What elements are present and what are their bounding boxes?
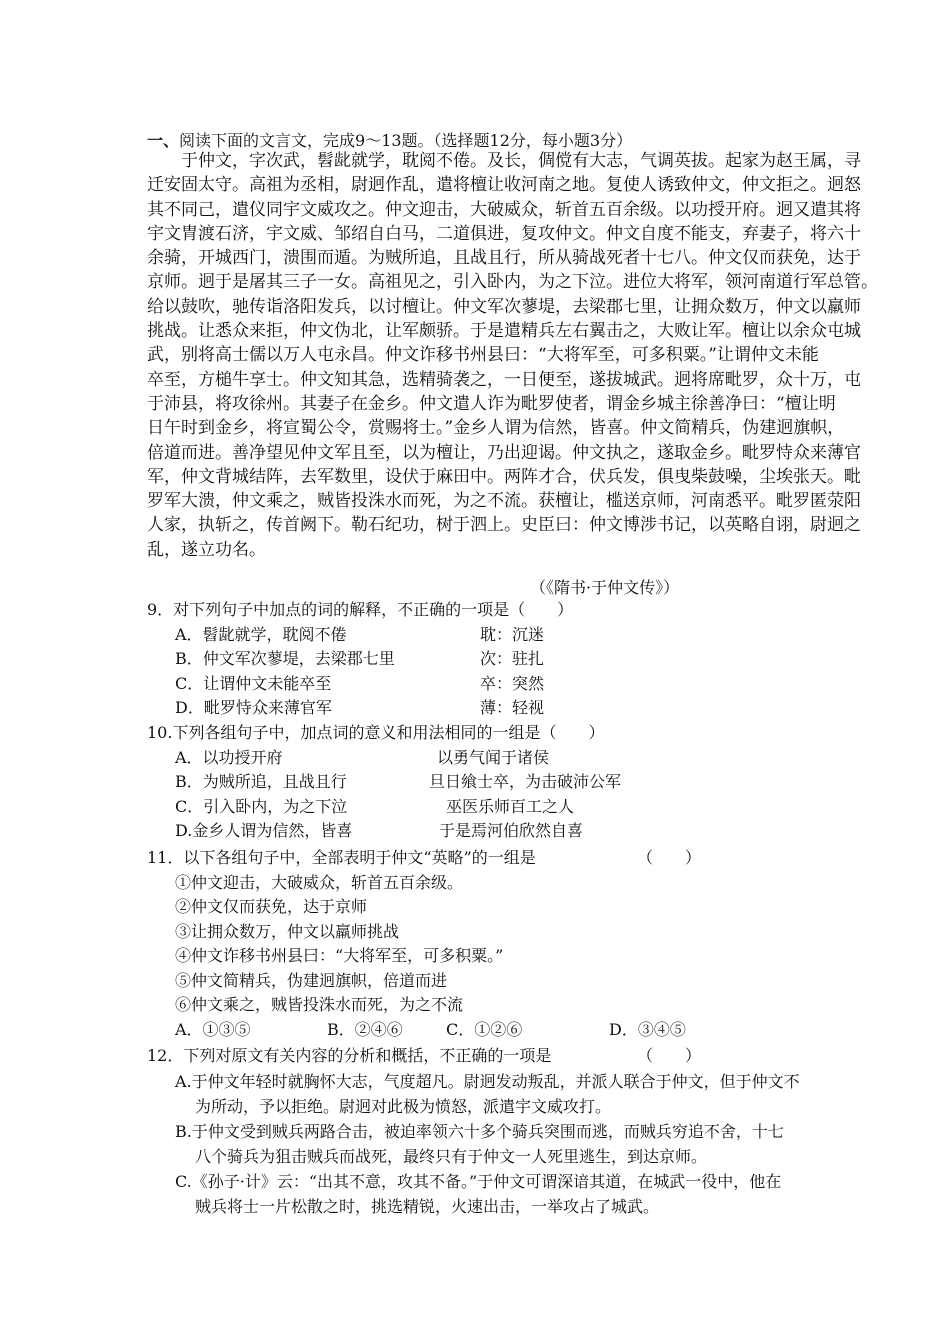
- choice-d: D．③④⑤: [609, 1019, 686, 1039]
- passage-line: 日午时到金乡，将宣蜀公令，赏赐将士。”金乡人谓为信然，皆喜。仲文简精兵，伪建迥旗帜，: [147, 418, 845, 439]
- list-item: ②仲文仅而获免，达于京师: [175, 897, 368, 916]
- question-9: [147, 598, 811, 721]
- question-stem: 9．对下列句子中加点的词的解释，不正确的一项是（ ）: [147, 600, 574, 619]
- choice-a: A．①③⑤: [175, 1019, 251, 1039]
- option-c: C.《孙子·计》云：“出其不意，攻其不备。”于仲文可谓深谙其道，在城武一役中，他在 贼兵将士一片松散之时，挑选精锐，火速出击，一举攻占了城武。: [175, 1171, 782, 1216]
- passage-line: 乱，遂立功名。: [147, 539, 266, 560]
- list-item: ④仲文诈移书州县曰：“大将军至，可多积粟。”: [175, 946, 504, 965]
- passage-line: 倍道而进。善净望见仲文军且至，以为檀让，乃出迎谒。仲文执之，遂取金乡。毗罗恃众来薄官: [147, 442, 861, 463]
- passage-line: 罗军大溃，仲文乘之，贼皆投洙水而死，为之不流。获檀让，槛送京师，河南悉平。毗罗匿荥阳: [147, 491, 861, 512]
- passage-line: 卒至，方槌牛享士。仲文知其急，选精骑袭之，一日便至，遂拔城武。迥将席毗罗，众十万，屯: [147, 369, 861, 390]
- section-instructions: 阅读下面的文言文，完成9～13题。（选择题12分，每小题3分）: [179, 131, 633, 150]
- classical-passage: [147, 149, 878, 562]
- choice-c: C．①②⑥: [446, 1019, 523, 1039]
- question-10: [147, 721, 811, 844]
- option-b: B.于仲文受到贼兵两路合击，被迫率领六十多个骑兵突围而逃，而贼兵穷追不舍，十七 八个骑兵为狙击贼兵而战死，最终只有于仲文一人死里逃生，到达京师。: [175, 1121, 784, 1166]
- question-stem: 10.下列各组句子中，加点词的意义和用法相同的一组是（ ）: [147, 723, 605, 742]
- passage-line: 京师。迥于是屠其三子一女。高祖见之，引入卧内，为之下泣。进位大将军，领河南道行军总管。: [147, 272, 878, 293]
- passage-line: 于仲文，字次武，髫龀就学，耽阅不倦。及长，倜傥有大志，气调英拔。起家为赵王属，寻: [181, 151, 861, 171]
- list-item: ⑥仲文乘之，贼皆投洙水而死，为之不流: [175, 995, 464, 1014]
- option-d: D.金乡人谓为信然，皆喜 于是焉河伯欣然自喜: [175, 821, 584, 840]
- list-item: ①仲文迎击，大破威众，斩首五百余级。: [175, 872, 464, 892]
- passage-line: 迁安固太守。高祖为丞相，尉迥作乱，遣将檀让收河南之地。复使人诱致仲文，仲文拒之。迥怒: [147, 175, 861, 196]
- option-a: A．以功授开府 以勇气闻于诸侯: [175, 747, 550, 767]
- section-number: 一、: [147, 131, 180, 150]
- question-stem: 12．下列对原文有关内容的分析和概括，不正确的一项是 （ ）: [147, 1046, 702, 1065]
- passage-line: 宇文胄渡石济，宇文威、邹绍自白马，二道俱进，复攻仲文。仲文自度不能支，弃妻子，将六十: [147, 223, 861, 244]
- passage-line: 武，别将高士儒以万人屯永昌。仲文诈移书州县曰：“大将军至，可多积粟。”让谓仲文未能: [147, 345, 819, 366]
- passage-line: 军，仲文背城结阵，去军数里，设伏于麻田中。两阵才合，伏兵发，俱曳柴鼓噪，尘埃张天。毗: [147, 466, 861, 487]
- option-c: C．让谓仲文未能卒至 卒：突然: [175, 673, 545, 693]
- passage-line: 其不同己，遣仪同宇文威攻之。仲文迎击，大破威众，斩首五百余级。以功授开府。迥又遣其将: [147, 199, 861, 220]
- option-b: B．为贼所追，且战且行 旦日飨士卒，为击破沛公军: [175, 772, 622, 791]
- passage-line: 于沛县，将攻徐州。其妻子在金乡。仲文遣人诈为毗罗使者，谓金乡城主徐善净曰：“檀让明: [147, 393, 836, 414]
- question-11: [147, 846, 811, 1042]
- list-item: ⑤仲文简精兵，伪建迥旗帜，倍道而进: [175, 970, 448, 990]
- answer-choices: [147, 1018, 811, 1043]
- passage-line: 挑战。让悉众来拒，仲文伪北，让军颇骄。于是遣精兵左右翼击之，大败让军。檀让以余众屯城: [147, 321, 861, 342]
- section-heading: [147, 128, 632, 151]
- option-b: B．仲文军次蓼堤，去梁郡七里 次：驻扎: [175, 649, 545, 668]
- passage-line: 给以鼓吹，驰传诣洛阳发兵，以讨檀让。仲文军次蓼堤，去梁郡七里，让拥众数万，仲文以羸师: [147, 296, 861, 317]
- option-d: D．毗罗恃众来薄官军 薄：轻视: [175, 698, 545, 717]
- choice-b: B．②④⑥: [327, 1019, 403, 1039]
- option-a: A.于仲文年轻时就胸怀大志，气度超凡。尉迥发动叛乱，并派人联合于仲文，但于仲文不 为所动，予以拒绝。尉迥对此极为愤怒，派遣宇文威攻打。: [175, 1071, 800, 1116]
- question-stem: 11．以下各组句子中，全部表明于仲文“英略”的一组是 （ ）: [147, 848, 702, 867]
- option-a: A．髫龀就学，耽阅不倦 耽：沉迷: [175, 624, 545, 644]
- passage-source: （《隋书·于仲文传》）: [530, 578, 680, 597]
- question-12: [147, 1044, 811, 1219]
- list-item: ③让拥众数万，仲文以羸师挑战: [175, 921, 400, 941]
- passage-line: 人家，执斩之，传首阙下。勒石纪功，树于泗上。史臣曰：仲文博涉书记，以英略自诩，尉迥之: [147, 515, 861, 536]
- option-c: C．引入卧内，为之下泣 巫医乐师百工之人: [175, 796, 575, 816]
- passage-line: 余骑，开城西门，溃围而遁。为贼所追，且战且行，所从骑战死者十七八。仲文仅而获免，达于: [147, 248, 861, 269]
